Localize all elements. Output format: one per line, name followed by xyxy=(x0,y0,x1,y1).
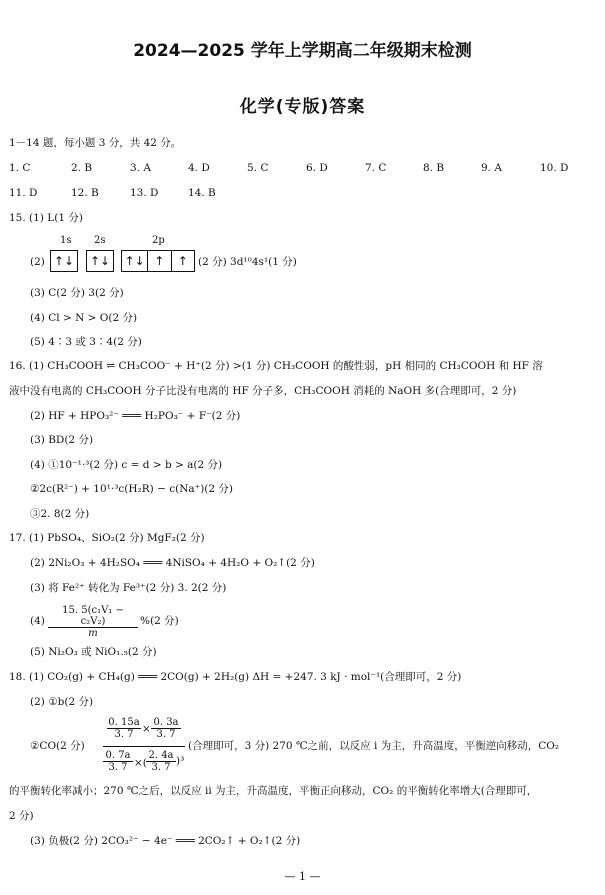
answer-item: 11. D xyxy=(9,187,38,199)
q15-part4: (4) Cl > N > O(2 分) xyxy=(30,312,138,324)
answer-item: 8. B xyxy=(423,162,445,174)
orbital-box-1s xyxy=(50,250,78,272)
fraction-term xyxy=(151,717,181,740)
q17-part4-tail: %(2 分) xyxy=(140,615,179,627)
fraction-term xyxy=(107,717,141,740)
electron-pair: ↑↓ xyxy=(124,254,145,268)
fraction-denominator: m xyxy=(88,628,98,639)
fraction-denominator: 3. 7 xyxy=(156,729,176,740)
page-number: — 1 — xyxy=(284,870,321,883)
q18-part2b-label: ②CO(2 分) xyxy=(30,740,85,752)
page-subtitle: 化学(专版)答案 xyxy=(239,97,366,117)
fraction-numerator: 15. 5(c₁V₁ − c₂V₂) xyxy=(48,605,138,628)
q18-part1: 18. (1) CO₂(g) + CH₄(g) ═══ 2CO(g) + 2H₂(g) ΔH = +247. 3 kJ · mol⁻¹(合理即可，2 分) xyxy=(9,671,462,683)
answer-item: 3. A xyxy=(130,162,151,174)
fraction-numerator: 0. 7a xyxy=(103,750,133,762)
q16-part2: (2) HF + HPO₃²⁻ ═══ H₂PO₃⁻ + F⁻(2 分) xyxy=(30,410,241,422)
q17-part4-label: (4) xyxy=(30,615,45,627)
q16-part3: (3) BD(2 分) xyxy=(30,434,94,446)
orbital-box-2s xyxy=(86,250,114,272)
fraction-numerator: 0. 3a xyxy=(151,717,181,729)
electron-pair: ↑↓ xyxy=(53,254,75,268)
q17-part3: (3) 将 Fe²⁺ 转化为 Fe³⁺(2 分) 3. 2(2 分) xyxy=(30,582,227,594)
answer-item: 10. D xyxy=(540,162,569,174)
answer-item: 14. B xyxy=(188,187,216,199)
q18-part2c: 的平衡转化率减小；270 ℃之后，以反应 ⅱ 为主，升高温度，平衡正向移动，CO₂ 的平衡转化率增大(合理即可， xyxy=(9,785,538,797)
q18-part3: (3) 负极(2 分) 2CO₃²⁻ − 4e⁻ ═══ 2CO₂↑ + O₂↑(2 分) xyxy=(30,835,301,847)
answer-item: 1. C xyxy=(9,162,31,174)
answer-item: 6. D xyxy=(306,162,328,174)
answer-item: 12. B xyxy=(71,187,99,199)
answer-item: 4. D xyxy=(188,162,210,174)
q17-part2: (2) 2Ni₂O₃ + 4H₂SO₄ ═══ 4NiSO₄ + 4H₂O + O₂↑(2 分) xyxy=(30,557,315,569)
close-paren-cube: )³ xyxy=(176,755,185,767)
electron-single: ↑ xyxy=(171,251,194,271)
fraction-denominator: 3. 7 xyxy=(114,729,134,740)
orbital-label-2p: 2p xyxy=(152,235,165,246)
q16-part4b: ②2c(R²⁻) + 10¹·³c(H₂R) − c(Na⁺)(2 分) xyxy=(30,483,234,495)
answer-item: 7. C xyxy=(365,162,387,174)
q15-part2-tail: (2 分) 3d¹⁰4s¹(1 分) xyxy=(198,256,297,268)
q16-part1-line2: 液中没有电离的 CH₃COOH 分子比没有电离的 HF 分子多，CH₃COOH 消耗的 NaOH 多(合理即可，2 分) xyxy=(9,385,517,397)
orbital-label-1s: 1s xyxy=(60,235,72,246)
orbital-label-2s: 2s xyxy=(94,235,106,246)
q15-part2-label: (2) xyxy=(30,256,45,268)
q16-part1-line1: 16. (1) CH₃COOH ⇌ CH₃COO⁻ + H⁺(2 分) >(1 分) CH₃COOH 的酸性弱，pH 相同的 CH₃COOH 和 HF 溶 xyxy=(9,360,543,372)
answer-item: 2. B xyxy=(71,162,93,174)
q16-part4: (4) ①10⁻¹·³(2 分) c = d > b > a(2 分) xyxy=(30,459,223,471)
answer-item: 13. D xyxy=(130,187,159,199)
fraction-numerator: 0. 15a xyxy=(108,717,140,728)
q15-part3: (3) C(2 分) 3(2 分) xyxy=(30,287,124,299)
electron-single: ↑ xyxy=(147,251,170,271)
q18-part2: (2) ①b(2 分) xyxy=(30,696,94,708)
fraction-denominator: 3. 7 xyxy=(108,762,128,773)
q18-part2b-tail: (合理即可，3 分) 270 ℃之前，以反应 ⅰ 为主，升高温度，平衡逆向移动，CO₂ xyxy=(188,740,560,752)
fraction-numerator: 2. 4a xyxy=(146,750,176,762)
q15-part5: (5) 4∶3 或 3∶4(2 分) xyxy=(30,336,142,348)
page-title: 2024—2025 学年上学期高二年级期末检测 xyxy=(133,41,472,61)
q17-part1: 17. (1) PbSO₄、SiO₂(2 分) MgF₂(2 分) xyxy=(9,532,205,544)
orbital-box-2p xyxy=(121,250,195,272)
q17-part5: (5) Ni₂O₃ 或 NiO₁.₅(2 分) xyxy=(30,646,157,658)
q16-part4c: ③2. 8(2 分) xyxy=(30,508,90,520)
intro-line: 1－14 题，每小题 3 分，共 42 分。 xyxy=(9,137,182,149)
times-paren: ×( xyxy=(134,757,147,769)
answer-item: 9. A xyxy=(481,162,502,174)
q17-fraction xyxy=(48,605,138,639)
answer-item: 5. C xyxy=(247,162,269,174)
q18-part2d: 2 分) xyxy=(9,810,34,822)
q15-part1: 15. (1) L(1 分) xyxy=(9,212,83,224)
times-sign: × xyxy=(142,723,151,735)
main-fraction-bar xyxy=(103,746,185,747)
fraction-denominator: 3. 7 xyxy=(151,762,171,773)
fraction-term xyxy=(146,750,176,773)
electron-pair: ↑↓ xyxy=(89,254,111,268)
fraction-term xyxy=(103,750,133,773)
